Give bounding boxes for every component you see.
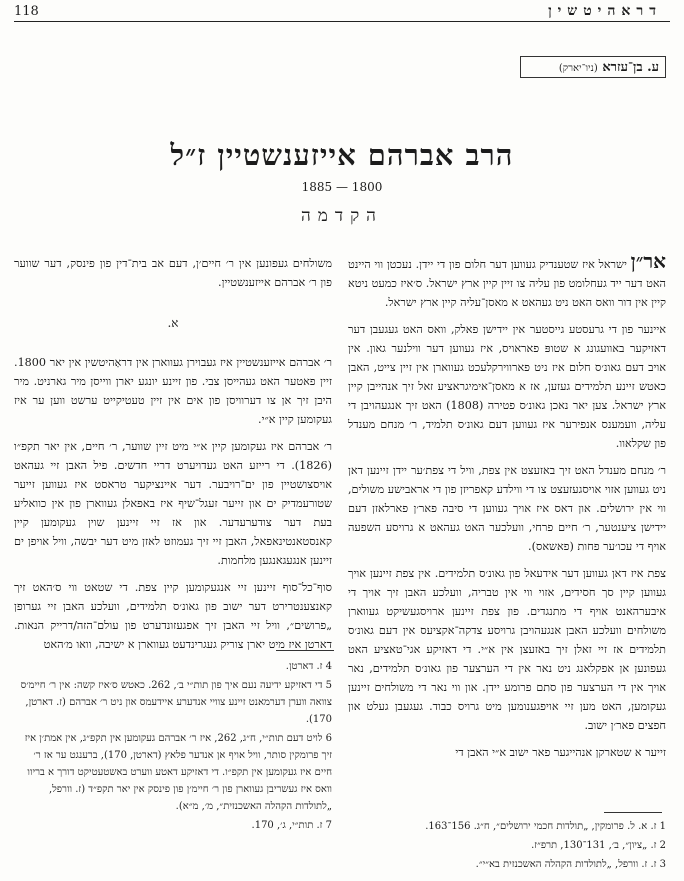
footnote-rule [604,812,662,813]
paragraph-3: ר׳ מנחם מענדל האט זיך באזעצט אין צפת, וויל די צפת׳ער יידן זיינען דאן ניט געווען אזוי אויסגעזעצט צו די ווילדע קאפריזן פון די אראבישע משולים, ווי אין ירושלים. און דאס איז אויך געווען די סיבה פאר׳ן פארלאזן דעם יידישן ציענטער, ר׳ חיים פרחי, וועלכער האט געהאט א גרויסע השפעה אויף די עכו׳ער פחות (פאשאס). [348,464,666,553]
paragraph-2: ר׳ אברהם איז געקומען קיין א״י מיט זיין שווער, ר׳ חיים, אין יאר תקפ״ו (1826). די רייזע האט געדויערט דריי חדשים. פיל האבן זיי געהאט אויסצושטיין פון ים־רויבער. דער איינציקער טראסט איז געווען זייער שטורעמדיק ים און זייער זעגל־שיף איז באפאלן געווארן פון אין כוואליע בעת דער צודערעדער. און אז זיי זיינען שוין געקומען קיין קאנסטאנטינאפאל, האבן זיי זיך געמוזט לאזן מיט דער יבשה, וויל אויפן ים זיינען אנגעגאנגען מלחמות. [14,440,332,567]
paragraph-1 [348,249,666,312]
page-number: 118 [14,4,39,19]
footnote: 3 ז. ז. וורפל, „לתולדות הקהלה האשכנזית בא״י״. [475,859,666,870]
author-box [520,56,666,78]
footnote: 1 ז. א. ל. פרומקין, „תולדות חכמי ירושלים״, ח״ג. 156־163. [425,821,666,832]
paragraph-3: סוף־כל־סוף זיינען זיי אנגעקומען קיין צפת. די שטאט ווי ס׳האט זיך קאנצענטרירט דער ישוב פון גאונ׳ס תלמידים, וועלכע האבן זיי גערופן „פרושים״, וויל זיי האבן זיך אפגעזונדערט פון עולם־הזה/דרייק הנאות. דארטן איז מיט יארן צוריק געגרינדעט געווארן א ישיבה, וואו מ׳האט [14,581,332,651]
author-name: ע. בן־עזרא [602,60,659,75]
section-heading: הקדמה [301,206,383,226]
paragraph-2: איינער פון די גרעסטע גייסטער אין יידישן פאלק, וואס האט געגעבן דער דאזיקער באוועגונג א שטופּ פאראויס, איז געווען דער ווילנער גאון. אין אויב דעם גאונ׳ס חלום איז ניט פארווירקלעכט געווארן אין זיין צייט, האבן כאטש זיינע תלמידים געזען, אז א מאסן־אימיגראציע זאל זיך אנהייבן קיין ארץ ישראל. צען יאר נאכן גאונ׳ס פטירה (1808) האט זיך אנגעהויבן די עליה, וועמענס אנפירער איז געווען דעם גאונ׳ס תלמיד, ר׳ מנחם מענדל פון שקלאוו. [348,323,666,450]
right-column [348,249,666,770]
footnote: 6 לויט דעם תות״י, ח״ג, 262, איז ר׳ אברהם געקומען אין תקפ״ג, אין אמת׳ן איז זיך פרומקין סותר, וויל אויף אן אנדער פלאץ (דארטן, 170), ברענגט ער אז ר׳ חיים איז געקומען אין תקפ״ו. די דאזיקע דאטע ווערט באשטעטיקט דורך א בריוו וואס איז געשריבן געווארן פון ר׳ חיימ׳ן פון פינסק אין יאר תקפ״ד (ז. וורפל, „לתולדות הקהלה האשכנזית״, מ׳, מ״א). [24,733,332,812]
dropcap: אר״ן [630,249,666,273]
footnotes-right [348,818,666,875]
footnote: 4 ז. דארטן. [285,661,332,672]
paragraph-5: זייער א שטארקן אנהייגער פאר ישוב א״י האבן די [455,746,666,759]
lifespan-years: 1885 — 1800 [301,180,383,194]
article-title: הרב אברהם אייזענשטיין ז״ל [170,138,514,172]
author-location: (ניו־יארק) [558,63,598,74]
intro-paragraph: משולחים געפונען אין ר׳ חיים׳ן, דעם אב בית־דין פון פינסק, דער שווער פון ר׳ אברהם אייזענשטיין. [14,257,332,289]
paragraph-4: צפת איז דאן געווען דער אידעאל פון גאונ׳ס תלמידים. אין צפת זיינען אויך געווען קיין סך חסידים, אזוי ווי אין טבריה, וועלכע האבן זיך אויך די איבערהאנט אויף די מתנגדים. פון צפת זיינען ארויסגעשיקט געווארן משולחים וועלכע האבן אנגעהויבן גרויסע צדקה־אקציעס אין דעם גאונ׳ס תלמידים אז זיי זאלן זיך באזעצן אין א״י. די דאזיקע אגי־טאציע האט געפונען אן אפקלאנג ניט נאר אין די הערצער פון גאונ׳ס תלמידים, נאר אויך אין די הערצער פון סתם פרומע יידן. און ווי נאר די משולחים זיינען געקומען, האט מען זיי אויפגענומען מיט גרויס כבוד. געגעבן געלט און חפצים פאר׳ן ישוב. [348,567,666,732]
left-column [14,254,332,662]
paragraph-1: ר׳ אברהם אייזענשטיין איז געבוירן געווארן אין דראַהיטשין אין יאר 1800. זיין פאטער האט געהייסן צבי. פון זיינע יונגע יארן ווייסן מיר גארניט. מיר היבן זיך אן צו דערוויסן פון אים אין זיין טעטיקייט ערשט ווען ער איז געקומען קיין א״י. [14,356,332,426]
footnote: 7 ז. תות״י, ג׳, 170. [251,820,332,831]
footnote: 5 די דאזיקע ידיעה נעם איך פון תות״י ב׳, 262. כאטש ס׳איז קשה: אין ר׳ חיימ׳ס צוואה ווערן דערמאנט זיינע צוויי אנדערע איידעמס און ניט ר׳ אברהם (ז. דארטן, 170). [20,680,332,725]
paragraph-text: ישראל איז שטענדיק געווען דער חלום פון די יידן. נעכטן ווי היינט האט דער ייד געחלומט פון עליה צו זיין קיין ארץ ישראל. ס׳איז כמעט ניטא קיין אין דור וואס האט ניט געהאט א מאסן־עליה קיין ארץ ישראל. [348,258,666,309]
running-title: דראהיטשין [548,3,662,19]
footnotes-left [14,658,332,836]
running-header [14,2,670,22]
chapter-marker: א. [167,316,179,330]
footnote-rule [276,650,334,651]
footnote: 2 ז. „ציון״, ב׳, 131־130, תרפ״ז. [531,840,666,851]
